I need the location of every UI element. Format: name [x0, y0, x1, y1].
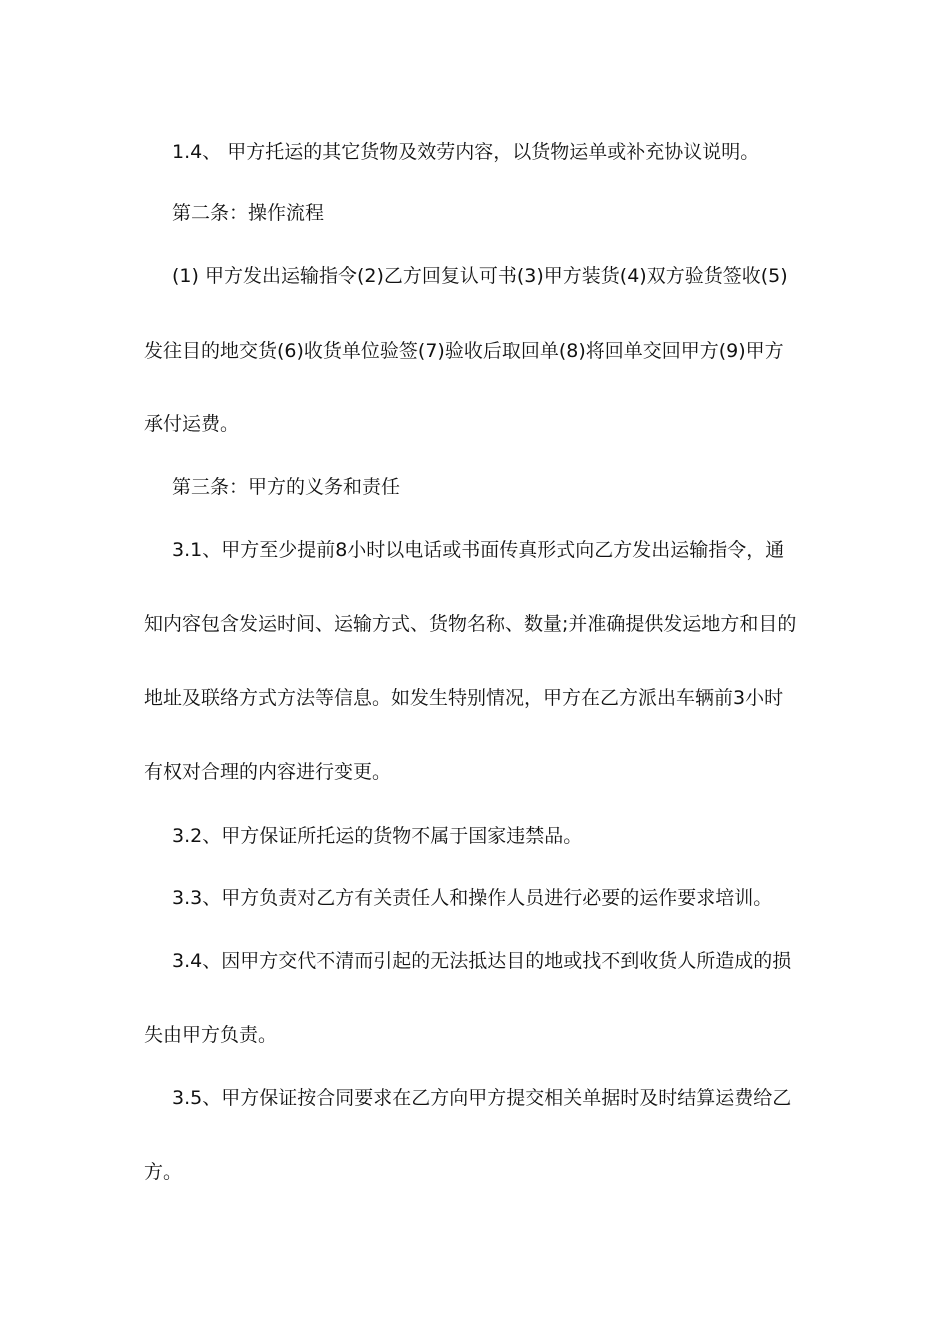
process-line-1: (1) 甲方发出运输指令(2)乙方回复认可书(3)甲方装货(4)双方验货签收(5)	[172, 265, 788, 287]
clause-3-1-line-3: 地址及联络方式方法等信息。如发生特别情况，甲方在乙方派出车辆前3小时	[144, 687, 784, 709]
article-2-heading: 第二条：操作流程	[172, 202, 325, 224]
clause-3-5-line-2: 方。	[144, 1161, 183, 1183]
clause-3-4-line-2: 失由甲方负责。	[144, 1024, 278, 1046]
clause-3-1-line-4: 有权对合理的内容进行变更。	[144, 761, 392, 783]
clause-3-3: 3.3、甲方负责对乙方有关责任人和操作人员进行必要的运作要求培训。	[172, 887, 773, 909]
clause-3-2: 3.2、甲方保证所托运的货物不属于国家违禁品。	[172, 825, 583, 847]
clause-3-1-line-1: 3.1、甲方至少提前8小时以电话或书面传真形式向乙方发出运输指令，通	[172, 539, 785, 561]
process-line-3: 承付运费。	[144, 413, 240, 435]
clause-1-4: 1.4、 甲方托运的其它货物及效劳内容，以货物运单或补充协议说明。	[172, 141, 760, 163]
clause-3-1-line-2: 知内容包含发运时间、运输方式、货物名称、数量;并准确提供发运地方和目的	[144, 613, 797, 635]
clause-3-4-line-1: 3.4、因甲方交代不清而引起的无法抵达目的地或找不到收货人所造成的损	[172, 950, 792, 972]
process-line-2: 发往目的地交货(6)收货单位验签(7)验收后取回单(8)将回单交回甲方(9)甲方	[144, 340, 784, 362]
article-3-heading: 第三条：甲方的义务和责任	[172, 476, 401, 498]
clause-3-5-line-1: 3.5、甲方保证按合同要求在乙方向甲方提交相关单据时及时结算运费给乙	[172, 1087, 792, 1109]
